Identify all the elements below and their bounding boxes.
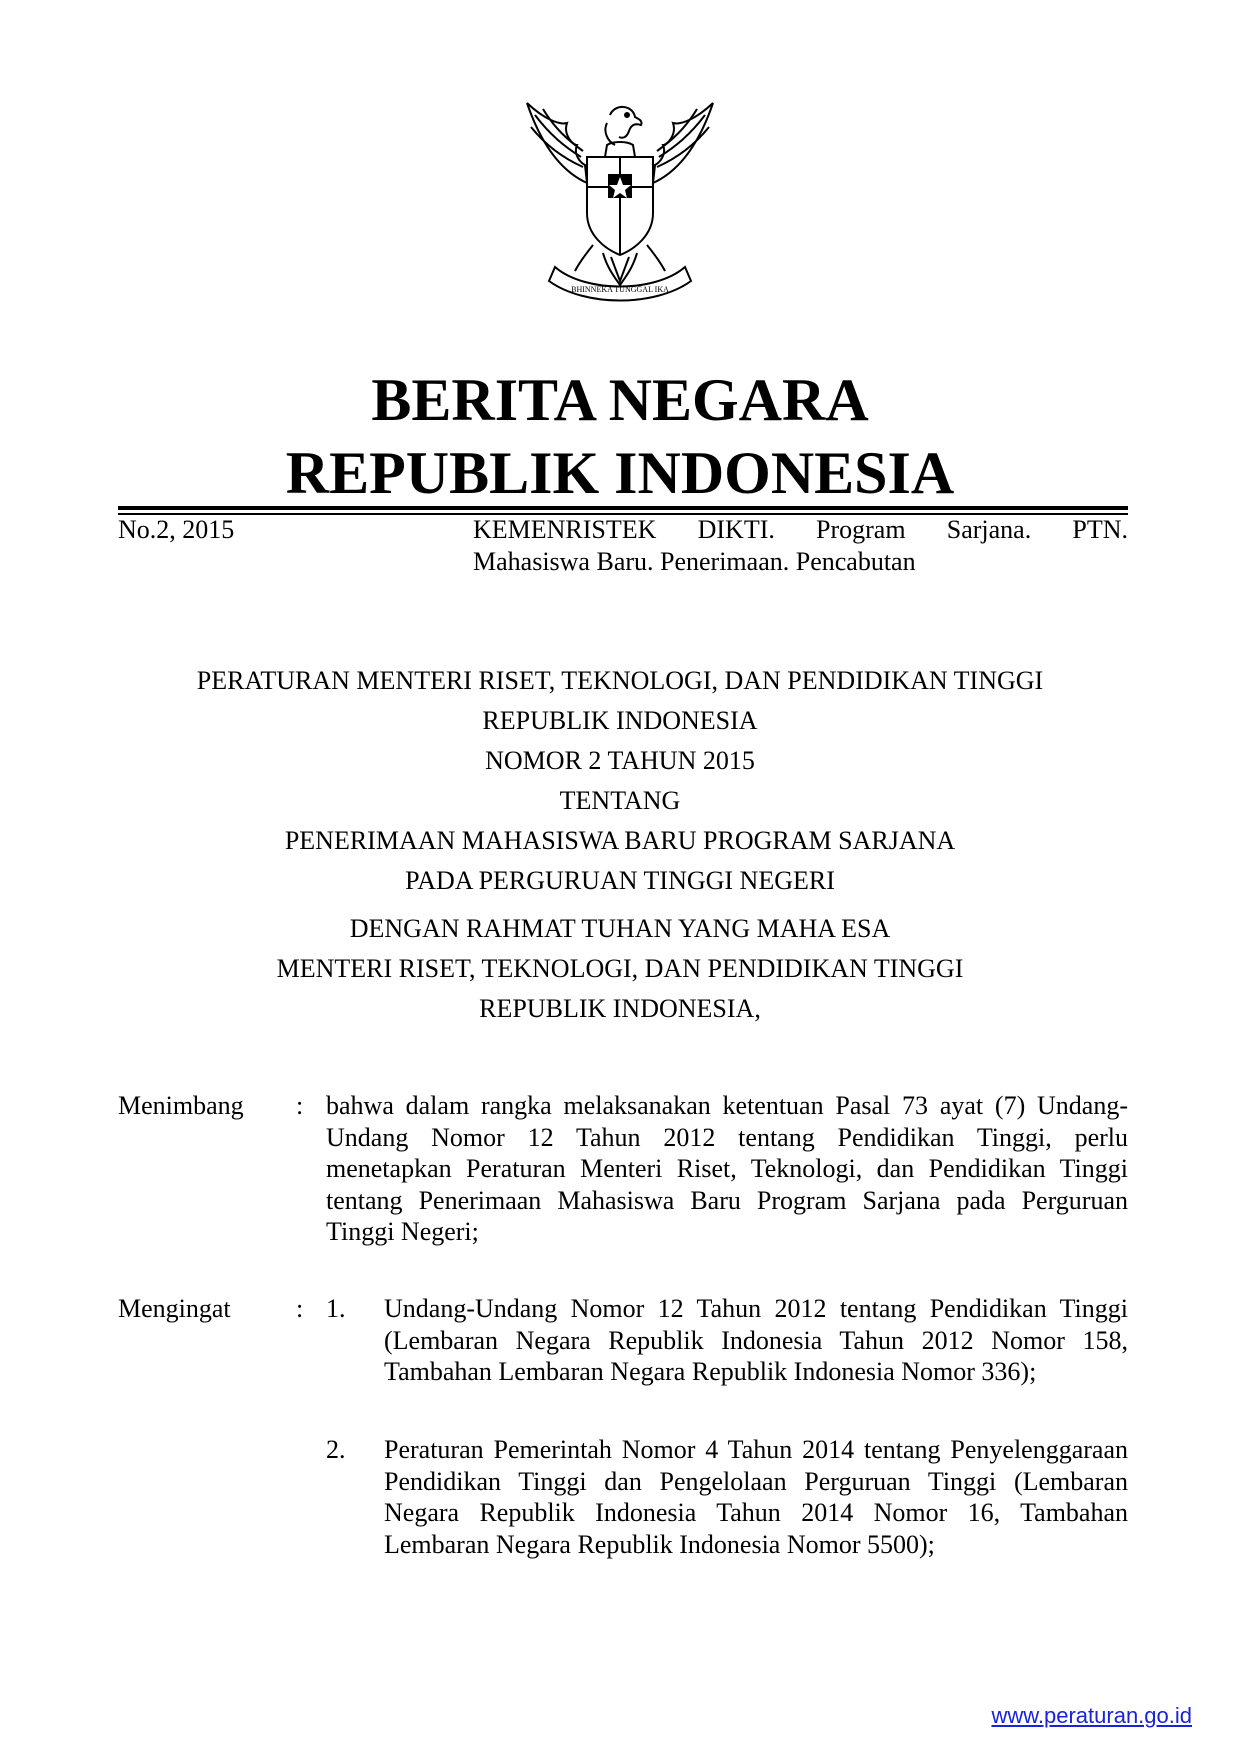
gazette-subject-line1: KEMENRISTEK DIKTI. Program Sarjana. PTN. xyxy=(473,515,1128,544)
regulation-title xyxy=(0,661,1240,901)
masthead-title-line1: BERITA NEGARA xyxy=(371,367,869,433)
title-line: PADA PERGURUAN TINGGI NEGERI xyxy=(405,866,835,895)
mengingat-colon: : xyxy=(296,1294,304,1323)
preamble-line: REPUBLIK INDONESIA, xyxy=(479,994,761,1023)
gazette-subject xyxy=(473,514,1128,578)
garuda-emblem-icon xyxy=(515,95,725,315)
mengingat-label: Mengingat xyxy=(118,1294,231,1323)
mengingat-item-text: Peraturan Pemerintah Nomor 4 Tahun 2014 tentang Penyelenggaraan Pendidikan Tinggi dan Pengelolaan Perguruan Tinggi (Lembaran Negara Republik Indonesia Tahun 2014 Nomor 16, Tambahan Lembaran Negara Republik Indonesia Nomor 5500); xyxy=(384,1435,1128,1559)
title-line: REPUBLIK INDONESIA xyxy=(482,706,758,735)
gazette-subject-line2: Mahasiswa Baru. Penerimaan. Pencabutan xyxy=(473,547,916,576)
menimbang-text: bahwa dalam rangka melaksanakan ketentuan Pasal 73 ayat (7) Undang-Undang Nomor 12 Tahun 2012 tentang Pendidikan Tinggi, perlu menetapkan Peraturan Menteri Riset, Teknologi, dan Pendidikan Tinggi tentang Penerimaan Mahasiswa Baru Program Sarjana pada Perguruan Tinggi Negeri; xyxy=(326,1091,1128,1246)
title-line: PENERIMAAN MAHASISWA BARU PROGRAM SARJANA xyxy=(284,826,956,855)
masthead-divider xyxy=(118,506,1128,510)
mengingat-item-number: 2. xyxy=(326,1435,346,1464)
gazette-number: No.2, 2015 xyxy=(118,515,235,544)
menimbang-label: Menimbang xyxy=(118,1091,244,1120)
title-line: TENTANG xyxy=(559,786,681,815)
menimbang-colon: : xyxy=(296,1091,304,1120)
mengingat-item-text: Undang-Undang Nomor 12 Tahun 2012 tentang Pendidikan Tinggi (Lembaran Negara Republik Indonesia Tahun 2012 Nomor 158, Tambahan Lembaran Negara Republik Indonesia Nomor 336); xyxy=(384,1294,1128,1386)
footer-website-link[interactable]: www.peraturan.go.id xyxy=(991,1703,1192,1728)
title-line: PERATURAN MENTERI RISET, TEKNOLOGI, DAN PENDIDIKAN TINGGI xyxy=(196,666,1044,695)
preamble xyxy=(0,909,1240,1029)
title-line: NOMOR 2 TAHUN 2015 xyxy=(485,746,755,775)
preamble-line: MENTERI RISET, TEKNOLOGI, DAN PENDIDIKAN TINGGI xyxy=(276,954,964,983)
mengingat-item-number: 1. xyxy=(326,1294,346,1323)
masthead-title-line2: REPUBLIK INDONESIA xyxy=(285,440,955,506)
preamble-line: DENGAN RAHMAT TUHAN YANG MAHA ESA xyxy=(349,914,891,943)
emblem-motto: BHINNEKA TUNGGAL IKA xyxy=(571,285,669,294)
